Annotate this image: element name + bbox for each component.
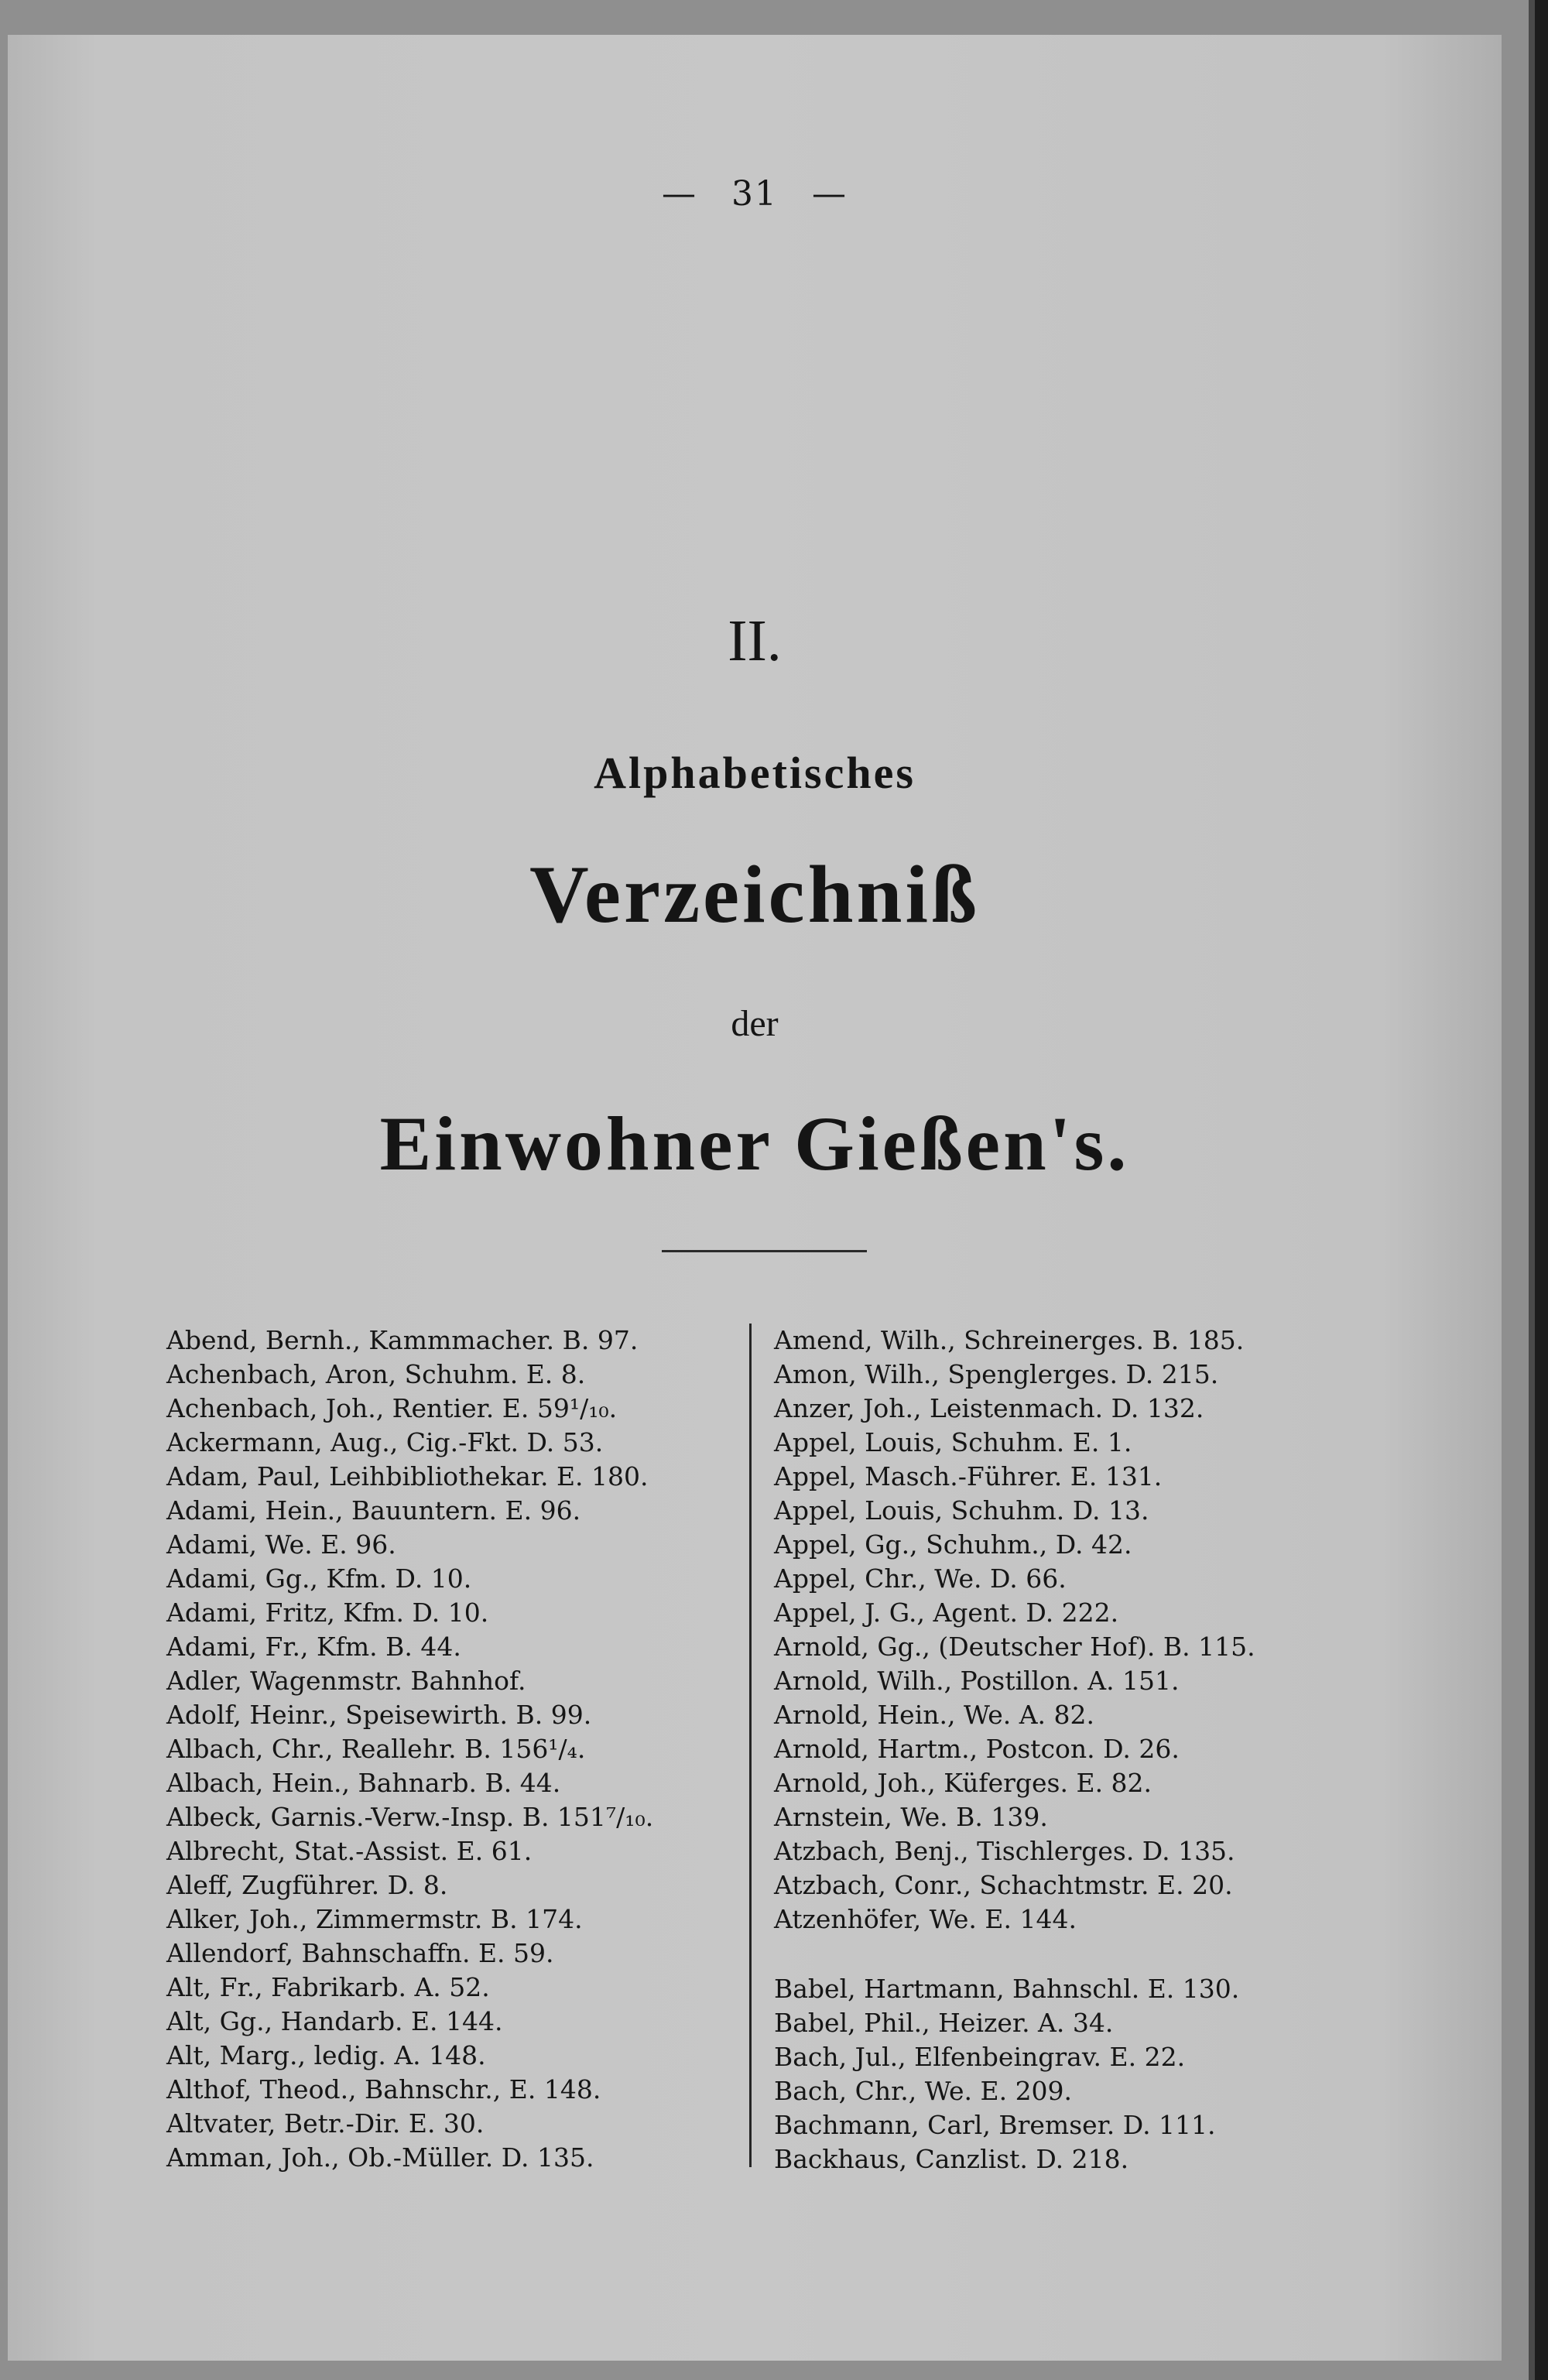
directory-entry: Alt, Fr., Fabrikarb. A. 52. <box>166 1972 490 2002</box>
directory-entry: Adam, Paul, Leihbibliothekar. E. 180. <box>166 1461 649 1491</box>
directory-entry: Babel, Hartmann, Bahnschl. E. 130. <box>774 1974 1240 2004</box>
directory-entry: Anzer, Joh., Leistenmach. D. 132. <box>774 1393 1204 1423</box>
directory-entry: Adami, Fritz, Kfm. D. 10. <box>166 1598 489 1628</box>
directory-entry: Bachmann, Carl, Bremser. D. 111. <box>774 2110 1216 2140</box>
column-divider <box>749 1324 752 2167</box>
directory-entry: Arnold, Hartm., Postcon. D. 26. <box>774 1734 1180 1764</box>
page-number-dash-left: — <box>662 174 697 214</box>
directory-entry: Appel, Masch.-Führer. E. 131. <box>774 1461 1163 1491</box>
directory-entry: Adami, Gg., Kfm. D. 10. <box>166 1563 472 1594</box>
directory-entry: Arnold, Gg., (Deutscher Hof). B. 115. <box>774 1632 1255 1662</box>
directory-entry: Bach, Jul., Elfenbeingrav. E. 22. <box>774 2042 1186 2072</box>
directory-entry: Amend, Wilh., Schreinerges. B. 185. <box>774 1325 1245 1355</box>
directory-entry: Arnstein, We. B. 139. <box>774 1802 1048 1832</box>
directory-entry: Albach, Chr., Reallehr. B. 156¹/₄. <box>166 1734 586 1764</box>
directory-entry: Arnold, Wilh., Postillon. A. 151. <box>774 1666 1180 1696</box>
directory-entry: Adolf, Heinr., Speisewirth. B. 99. <box>166 1700 592 1730</box>
directory-entry: Arnold, Hein., We. A. 82. <box>774 1700 1094 1730</box>
directory-entry: Albrecht, Stat.-Assist. E. 61. <box>166 1836 533 1866</box>
directory-entry: Atzenhöfer, We. E. 144. <box>774 1904 1077 1934</box>
directory-entry: Althof, Theod., Bahnschr., E. 148. <box>166 2074 601 2104</box>
directory-entry: Appel, Louis, Schuhm. E. 1. <box>774 1427 1132 1457</box>
directory-right-column <box>774 1324 1362 2176</box>
title-rule <box>662 1250 867 1252</box>
directory-entry: Arnold, Joh., Küferges. E. 82. <box>774 1768 1152 1798</box>
directory-entry: Achenbach, Joh., Rentier. E. 59¹/₁₀. <box>166 1393 618 1423</box>
scanned-page <box>8 35 1502 2361</box>
directory-entry: Alt, Marg., ledig. A. 148. <box>166 2040 486 2070</box>
directory-entry: Adami, Hein., Bauuntern. E. 96. <box>166 1495 581 1526</box>
section-gap <box>774 1937 1362 1972</box>
directory-entry: Atzbach, Conr., Schachtmstr. E. 20. <box>774 1870 1233 1900</box>
directory-entry: Atzbach, Benj., Tischlerges. D. 135. <box>774 1836 1235 1866</box>
directory-entry: Aleff, Zugführer. D. 8. <box>166 1870 448 1900</box>
directory-entry: Albeck, Garnis.-Verw.-Insp. B. 151⁷/₁₀. <box>166 1802 654 1832</box>
directory-entry: Alt, Gg., Handarb. E. 144. <box>166 2006 503 2036</box>
directory-entry: Alker, Joh., Zimmermstr. B. 174. <box>166 1904 583 1934</box>
directory-entry: Ackermann, Aug., Cig.-Fkt. D. 53. <box>166 1427 604 1457</box>
page-number-header <box>8 174 1502 214</box>
directory-entry: Abend, Bernh., Kammmacher. B. 97. <box>166 1325 639 1355</box>
directory-entry: Backhaus, Canzlist. D. 218. <box>774 2144 1129 2174</box>
title-line-alphabetisches: Alphabetisches <box>594 748 916 798</box>
directory-entry: Amon, Wilh., Spenglerges. D. 215. <box>774 1359 1219 1389</box>
directory-entry: Appel, Gg., Schuhm., D. 42. <box>774 1529 1132 1560</box>
directory-entry: Appel, Louis, Schuhm. D. 13. <box>774 1495 1149 1526</box>
directory-entry: Adami, We. E. 96. <box>166 1529 396 1560</box>
page-number-dash-right: — <box>812 174 848 214</box>
directory-entry: Appel, J. G., Agent. D. 222. <box>774 1598 1119 1628</box>
section-numeral: II. <box>728 608 782 673</box>
page-number: 31 <box>731 174 778 214</box>
directory-entry: Achenbach, Aron, Schuhm. E. 8. <box>166 1359 586 1389</box>
directory-entry: Appel, Chr., We. D. 66. <box>774 1563 1067 1594</box>
directory-left-column <box>166 1324 755 2175</box>
directory-entry: Altvater, Betr.-Dir. E. 30. <box>166 2108 485 2139</box>
title-line-einwohner: Einwohner Gießen's. <box>379 1101 1130 1187</box>
directory-entry: Amman, Joh., Ob.-Müller. D. 135. <box>166 2142 594 2173</box>
directory-entry: Babel, Phil., Heizer. A. 34. <box>774 2008 1114 2038</box>
title-line-der: der <box>731 1003 779 1044</box>
directory-entry: Adler, Wagenmstr. Bahnhof. <box>166 1666 526 1696</box>
directory-entry: Allendorf, Bahnschaffn. E. 59. <box>166 1938 554 1968</box>
directory-entry: Adami, Fr., Kfm. B. 44. <box>166 1632 461 1662</box>
directory-entry: Albach, Hein., Bahnarb. B. 44. <box>166 1768 561 1798</box>
directory-entry: Bach, Chr., We. E. 209. <box>774 2076 1073 2106</box>
title-line-verzeichniss: Verzeichniß <box>529 849 980 940</box>
